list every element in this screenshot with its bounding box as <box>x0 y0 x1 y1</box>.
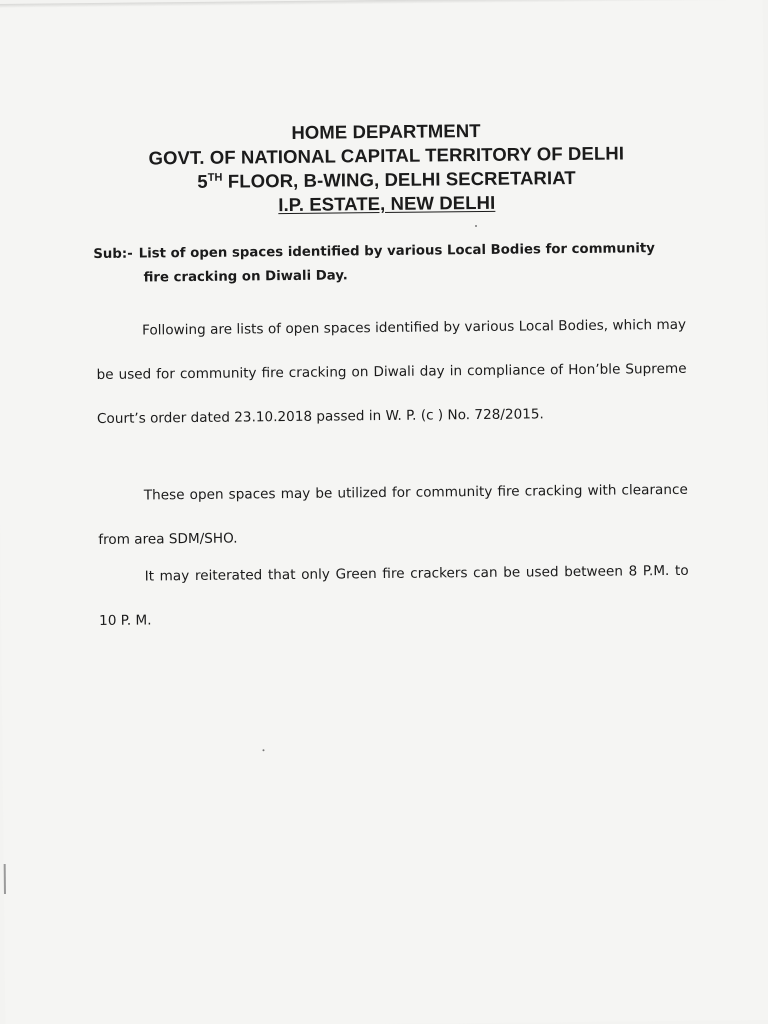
floor-number: 5 <box>197 170 208 192</box>
floor-ordinal-superscript: TH <box>207 171 223 184</box>
government-name: GOVT. OF NATIONAL CAPITAL TERRITORY OF DELHI <box>148 142 625 169</box>
paragraph-open-spaces <box>96 303 687 441</box>
paragraph-clearance <box>98 468 689 562</box>
letterhead <box>96 117 677 219</box>
scan-speck <box>475 225 477 227</box>
department-name: HOME DEPARTMENT <box>291 119 481 143</box>
estate-address: I.P. ESTATE, NEW DELHI <box>278 191 496 216</box>
subject-text-1: List of open spaces identified by various Local Bodies for community <box>138 241 655 262</box>
subject-label: Sub:- <box>93 246 133 263</box>
scan-top-edge <box>0 0 763 8</box>
paragraph-2-text: These open spaces may be utilized for community fire cracking with clearance from area SDM/SHO. <box>98 481 688 548</box>
subject-block <box>93 237 693 291</box>
paragraph-3-text: It may reiterated that only Green fire crackers can be used between 8 P.M. to 10 P. M. <box>99 562 689 629</box>
paragraph-1-text: Following are lists of open spaces identified by various Local Bodies, which may be used for community fire cracking on Diwali day in compliance of Hon’ble Supreme Court’s order dated 23.10.2018 passed in W. P. (c ) No. 728/2015. <box>96 316 687 427</box>
scan-speck <box>262 749 264 751</box>
paragraph-green-crackers <box>98 549 689 643</box>
subject-text-2: fire cracking on Diwali Day. <box>143 268 348 286</box>
floor-address-rest: FLOOR, B-WING, DELHI SECRETARIAT <box>222 166 576 192</box>
scan-left-edge-mark <box>4 864 6 894</box>
